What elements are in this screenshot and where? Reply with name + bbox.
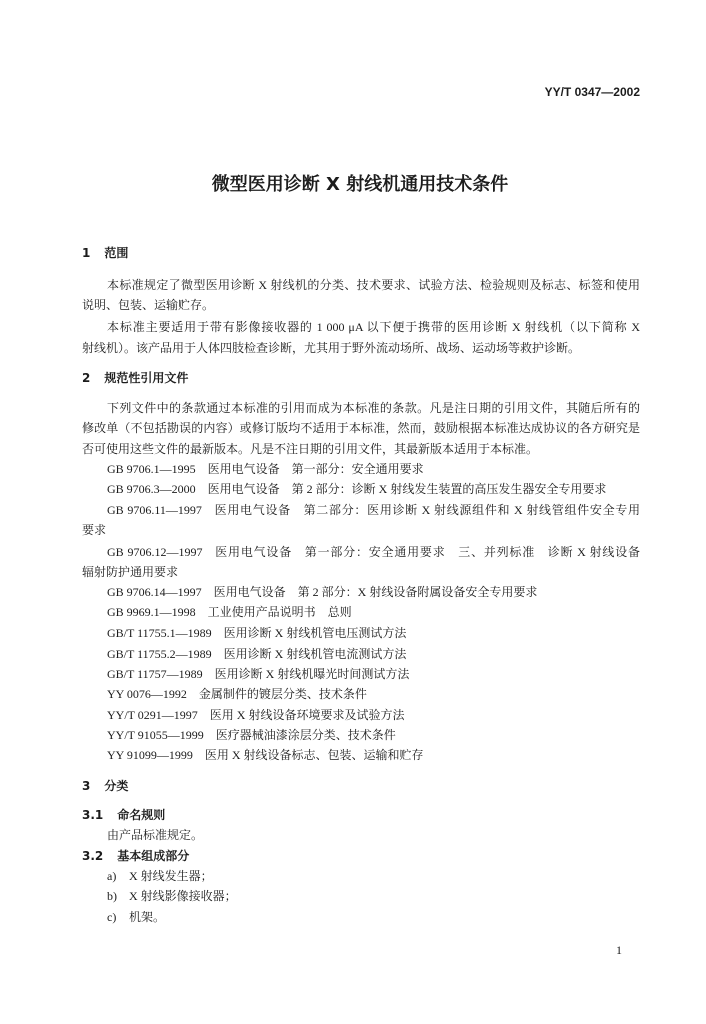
section-1-heading: [82, 245, 382, 261]
reference-title: 医用诊断 X 射线机曝光时间测试方法: [214, 667, 410, 681]
reference-title: 医用诊断 X 射线机管电压测试方法: [223, 626, 407, 640]
reference-item: [107, 604, 640, 620]
reference-code: GB 9706.12—1997: [107, 545, 203, 559]
reference-title: 医用诊断 X 射线机管电流测试方法: [223, 647, 407, 661]
subsection-title: 命名规则: [117, 808, 166, 822]
list-item-text: X 射线影像接收器；: [129, 889, 237, 903]
reference-item: [107, 544, 640, 560]
section-title: 分类: [104, 779, 129, 793]
document-title: 微型医用诊断 X 射线机通用技术条件: [211, 174, 509, 195]
reference-item: [107, 727, 640, 743]
paragraph-line: 修改单（不包括勘误的内容）或修订版均不适用于本标准，然而，鼓励根据本标准达成协议的各方研究是: [82, 421, 640, 435]
reference-code: GB/T 11755.2—1989: [107, 647, 212, 661]
page-number: 1: [616, 943, 622, 957]
reference-code: YY/T 0291—1997: [107, 708, 198, 722]
list-item-text: X 射线发生器；: [129, 869, 213, 883]
section-number: 2: [82, 371, 91, 385]
reference-title-continuation: 要求: [82, 523, 107, 537]
section-3-heading: [82, 778, 382, 794]
section-number: 3: [82, 779, 91, 793]
reference-code: GB 9706.11—1997: [107, 503, 202, 517]
reference-code: GB 9706.14—1997: [107, 585, 202, 599]
reference-item: [107, 747, 640, 763]
reference-item: [107, 584, 640, 600]
reference-title: 医用电气设备 第 2 部分：X 射线设备附属设备安全专用要求: [213, 585, 538, 599]
reference-item: [107, 625, 640, 641]
paragraph-line: 本标准规定了微型医用诊断 X 射线机的分类、技术要求、试验方法、检验规则及标志、标签和使用: [107, 278, 640, 292]
reference-title: 医用电气设备 第二部分：医用诊断 X 射线源组件和 X 射线管组件安全专用: [213, 503, 640, 517]
subsection-3-2-heading: [82, 848, 382, 864]
list-item: [107, 909, 640, 925]
reference-code: GB/T 11757—1989: [107, 667, 203, 681]
reference-code: GB 9969.1—1998: [107, 605, 196, 619]
reference-item: [107, 666, 640, 682]
reference-title: 金属制件的镀层分类、技术条件: [198, 687, 367, 701]
subsection-title: 基本组成部分: [117, 849, 190, 863]
section-2-heading: [82, 370, 382, 386]
reference-item: [107, 646, 640, 662]
section-number: 1: [82, 246, 91, 260]
list-item-label: b): [107, 889, 117, 903]
paragraph-line: 本标准主要适用于带有影像接收器的 1 000 μA 以下便于携带的医用诊断 X 射线机（以下简称 X: [107, 320, 640, 334]
paragraph-line: 由产品标准规定。: [107, 828, 204, 842]
list-item: [107, 868, 640, 884]
reference-item: [107, 686, 640, 702]
reference-item: [107, 481, 640, 497]
subsection-number: 3.1: [82, 808, 104, 822]
reference-title: 医用 X 射线设备环境要求及试验方法: [209, 708, 405, 722]
standard-code: YY/T 0347—2002: [544, 85, 640, 99]
reference-code: GB 9706.3—2000: [107, 482, 196, 496]
reference-title: 医用电气设备 第 2 部分：诊断 X 射线发生装置的高压发生器安全专用要求: [207, 482, 607, 496]
reference-code: GB 9706.1—1995: [107, 462, 196, 476]
reference-item: [107, 502, 640, 518]
list-item-label: a): [107, 869, 117, 883]
reference-title: 医疗器械油漆涂层分类、技术条件: [215, 728, 396, 742]
section-title: 范围: [104, 246, 129, 260]
reference-title: 医用电气设备 第一部分：安全通用要求: [207, 462, 424, 476]
list-item-label: c): [107, 910, 117, 924]
reference-item: [107, 461, 640, 477]
reference-title: 医用 X 射线设备标志、包装、运输和贮存: [204, 748, 424, 762]
subsection-number: 3.2: [82, 849, 104, 863]
reference-item: [107, 707, 640, 723]
paragraph-line: 说明、包装、运输贮存。: [82, 298, 215, 312]
subsection-3-1-heading: [82, 807, 382, 823]
reference-code: YY 91099—1999: [107, 748, 193, 762]
paragraph-line: 下列文件中的条款通过本标准的引用而成为本标准的条款。凡是注日期的引用文件，其随后所有的: [107, 401, 640, 415]
reference-code: YY 0076—1992: [107, 687, 187, 701]
list-item: [107, 888, 640, 904]
reference-title-continuation: 辐射防护通用要求: [82, 565, 179, 579]
paragraph-line: 射线机）。该产品用于人体四肢检查诊断，尤其用于野外流动场所、战场、运动场等救护诊断。: [82, 341, 581, 355]
reference-code: YY/T 91055—1999: [107, 728, 204, 742]
list-item-text: 机架。: [129, 910, 166, 924]
reference-title: 工业使用产品说明书 总则: [207, 605, 352, 619]
reference-code: GB/T 11755.1—1989: [107, 626, 212, 640]
section-title: 规范性引用文件: [104, 371, 189, 385]
paragraph-line: 否可使用这些文件的最新版本。凡是不注日期的引用文件，其最新版本适用于本标准。: [82, 442, 539, 456]
reference-title: 医用电气设备 第一部分：安全通用要求 三、并列标准 诊断 X 射线设备: [214, 545, 640, 559]
